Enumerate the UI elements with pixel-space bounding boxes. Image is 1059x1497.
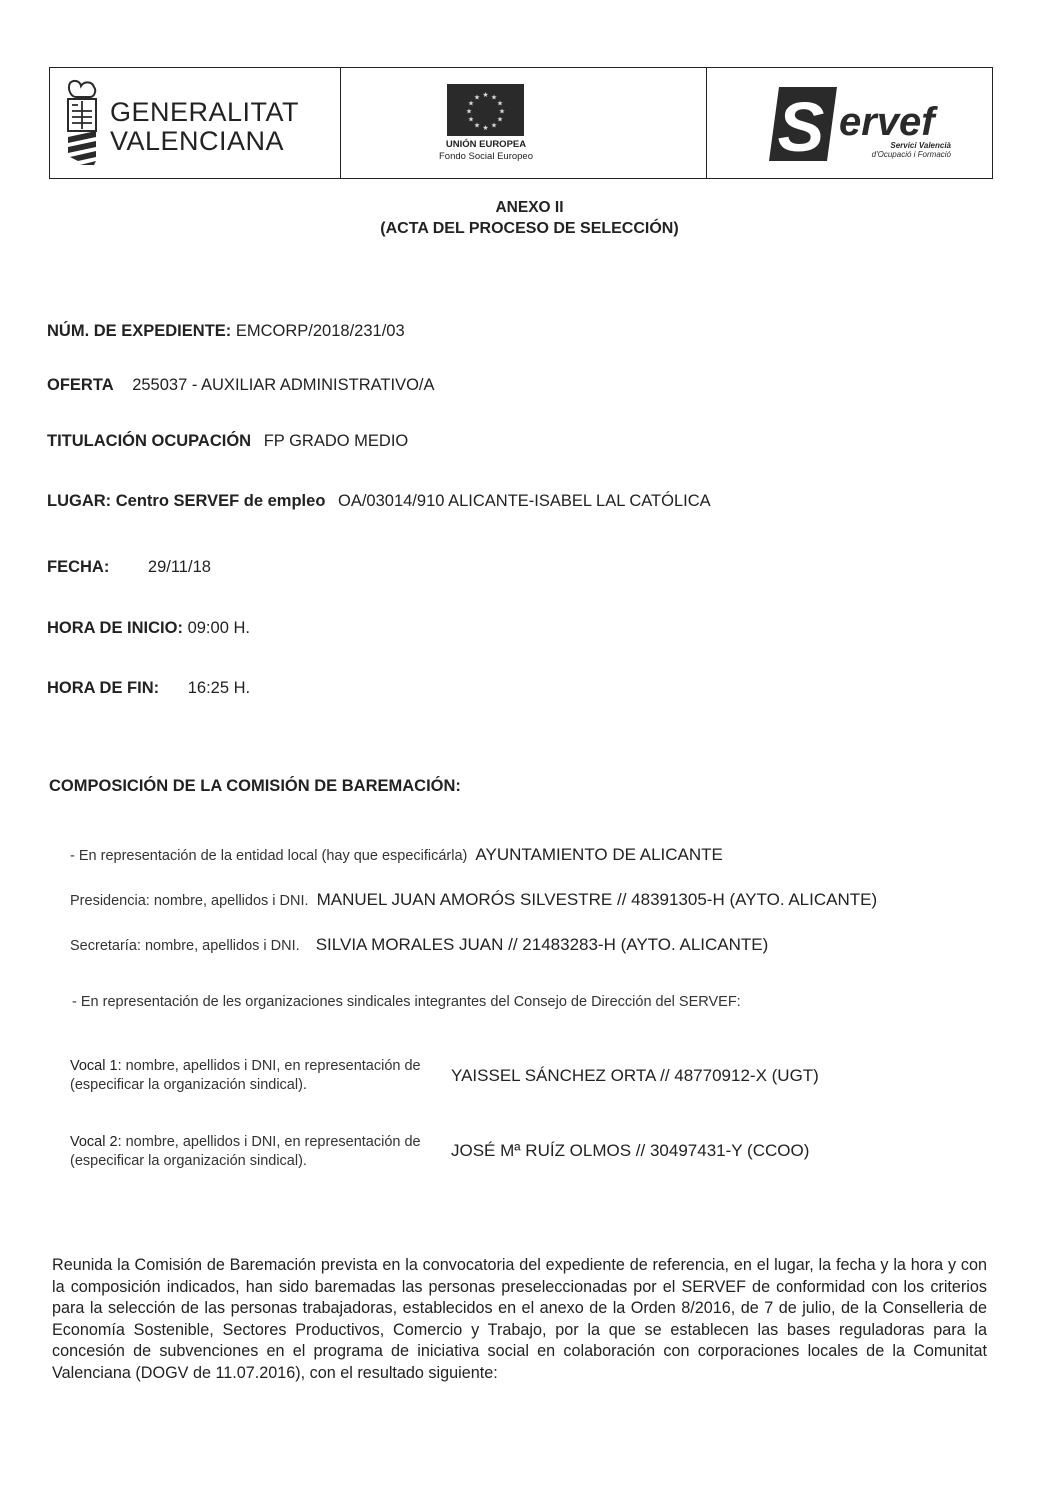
- secretaria-value: SILVIA MORALES JUAN // 21483283-H (AYTO. ALICANTE): [315, 935, 769, 954]
- field-titulacion: [47, 432, 408, 451]
- svg-text:★: ★: [482, 124, 489, 132]
- generalitat-logo: [50, 68, 341, 178]
- hora-fin-value: 16:25 H.: [187, 679, 251, 697]
- svg-text:★: ★: [490, 121, 498, 130]
- vocal1-label-desc: nombre, apellidos i DNI, en representación de (especificar la organización sindical).: [70, 1058, 421, 1093]
- vocal2-value: JOSÉ Mª RUÍZ OLMOS // 30497431-Y (CCOO): [451, 1141, 810, 1160]
- svg-text:★: ★: [467, 115, 475, 124]
- generalitat-line2: VALENCIANA: [110, 126, 285, 156]
- field-oferta: [47, 376, 435, 395]
- svg-text:★: ★: [467, 99, 475, 108]
- entidad-label: - En representación de la entidad local (hay que especificárla): [70, 848, 468, 864]
- lugar-value: OA/03014/910 ALICANTE-ISABEL LAL CATÓLICA: [338, 492, 711, 510]
- svg-text:★: ★: [473, 121, 481, 130]
- vocal1-value: YAISSEL SÁNCHEZ ORTA // 48770912-X (UGT): [451, 1066, 819, 1085]
- vocal2-label-desc: nombre, apellidos i DNI, en representación de (especificar la organización sindical).: [70, 1134, 421, 1169]
- vocal1-label-title: Vocal 1:: [70, 1058, 122, 1074]
- resolution-paragraph: Reunida la Comisión de Baremación prevista en la convocatoria del expediente de referencia, en el lugar, la fecha y la hora y con la composición indicados, han sido baremadas las personas preseleccionadas por el SERVEF de conformidad con los criterios para la selección de las personas trabajadoras, establecidos en el anexo de la Orden 8/2016, de 7 de julio, de la Conselleria de Economía Sostenible, Sectores Productivos, Comercio y Trabajo, por la que se establecen las bases reguladoras para la concesión de subvenciones en el programa de iniciativa social en colaboración con corporaciones locales de la Comunitat Valenciana (DOGV de 11.07.2016), con el resultado siguiente:: [52, 1256, 987, 1382]
- field-lugar: [47, 492, 711, 511]
- expediente-label: NÚM. DE EXPEDIENTE:: [47, 322, 232, 340]
- servef-letter: S: [777, 88, 825, 163]
- secretaria-label: Secretaría: nombre, apellidos i DNI.: [70, 938, 300, 954]
- expediente-value: EMCORP/2018/231/03: [235, 322, 405, 340]
- hora-inicio-label: HORA DE INICIO:: [47, 619, 183, 637]
- annex-title: ANEXO II: [495, 199, 564, 216]
- lugar-label: LUGAR: Centro SERVEF de empleo: [47, 492, 326, 510]
- fecha-value: 29/11/18: [147, 558, 211, 576]
- titulacion-label: TITULACIÓN OCUPACIÓN: [47, 432, 252, 450]
- generalitat-line1: GENERALITAT: [110, 97, 300, 127]
- entidad-value: AYUNTAMIENTO DE ALICANTE: [475, 845, 723, 864]
- field-hora-fin: [47, 679, 250, 698]
- annex-subtitle: (ACTA DEL PROCESO DE SELECCIÓN): [380, 220, 679, 237]
- svg-text:★: ★: [490, 93, 498, 102]
- svg-text:★: ★: [465, 107, 473, 116]
- hora-fin-label: HORA DE FIN:: [47, 679, 160, 697]
- svg-text:★: ★: [496, 99, 504, 108]
- eu-flag-icon: [447, 84, 524, 136]
- field-hora-inicio: [47, 619, 250, 638]
- sindicales-label: - En representación de les organizaciones sindicales integrantes del Consejo de Dirección del SERVEF:: [72, 994, 741, 1010]
- servef-word: ervef: [839, 100, 935, 144]
- comision-heading: COMPOSICIÓN DE LA COMISIÓN DE BAREMACIÓN:: [49, 777, 461, 795]
- svg-text:★: ★: [473, 93, 481, 102]
- eu-logo: [341, 68, 707, 178]
- vocal1-label: [70, 1057, 440, 1095]
- secretaria-row: [70, 935, 768, 955]
- svg-text:★: ★: [498, 107, 506, 116]
- field-fecha: [47, 558, 211, 577]
- fecha-label: FECHA:: [47, 558, 110, 576]
- oferta-label: OFERTA: [47, 376, 114, 394]
- vocal2-label-title: Vocal 2:: [70, 1134, 122, 1150]
- presidencia-row: [70, 890, 877, 910]
- vocal2-label: [70, 1133, 440, 1171]
- presidencia-label: Presidencia: nombre, apellidos i DNI.: [70, 893, 309, 909]
- servef-logo: [707, 68, 992, 178]
- eu-caption: [391, 139, 581, 163]
- servef-tagline-2: d'Ocupació i Formació: [871, 150, 951, 159]
- servef-logo-icon: [765, 85, 955, 163]
- entidad-row: [70, 845, 723, 865]
- generalitat-wordmark: [110, 98, 299, 156]
- eu-caption-line2: Fondo Social Europeo: [438, 151, 533, 162]
- hora-inicio-value: 09:00 H.: [187, 619, 250, 637]
- field-expediente: [47, 322, 405, 341]
- eu-caption-line1: UNIÓN EUROPEA: [445, 139, 527, 150]
- header-logos: [49, 67, 993, 179]
- oferta-value: 255037 - AUXILIAR ADMINISTRATIVO/A: [132, 376, 435, 394]
- svg-text:★: ★: [482, 91, 489, 99]
- presidencia-value: MANUEL JUAN AMORÓS SILVESTRE // 48391305-H (AYTO. ALICANTE): [316, 890, 878, 909]
- titulacion-value: FP GRADO MEDIO: [263, 432, 409, 450]
- generalitat-shield-icon: [64, 79, 102, 167]
- svg-text:★: ★: [496, 115, 504, 124]
- servef-tagline-1: Servici Valencià: [890, 141, 951, 150]
